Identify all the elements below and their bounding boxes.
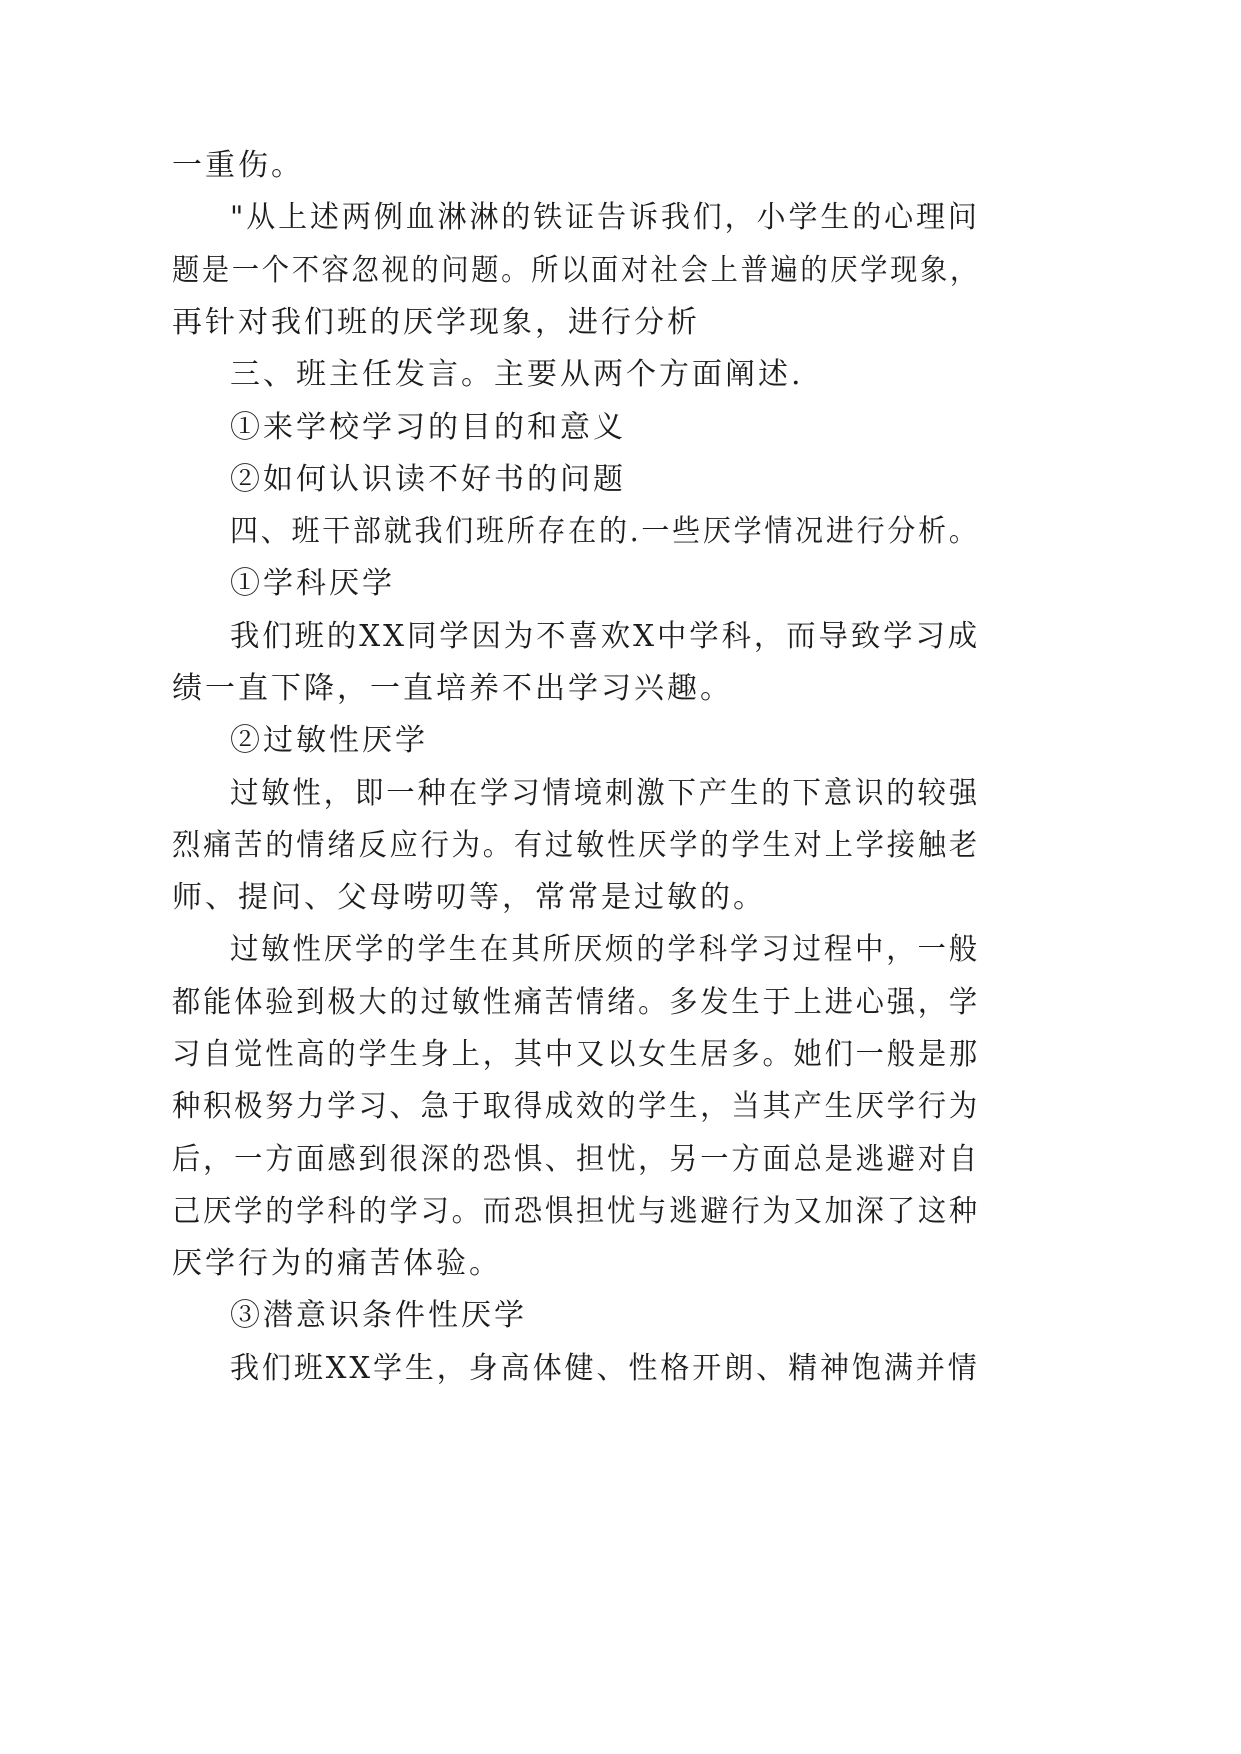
text-line-16: 过敏性厌学的学生在其所厌烦的学科学习过程中，一般	[230, 932, 981, 967]
text-line-15: 师、提问、父母唠叨等，常常是过敏的。	[172, 880, 766, 915]
text-line-14: 烈痛苦的情绪反应行为。有过敏性厌学的学生对上学接触老	[172, 828, 980, 863]
text-line-1: 一重伤。	[172, 148, 304, 183]
text-line-11: 绩一直下降，一直培养不出学习兴趣。	[172, 671, 733, 706]
text-line-4: 再针对我们班的厌学现象，进行分析	[172, 305, 700, 340]
text-line-21: 己厌学的学科的学习。而恐惧担忧与逃避行为又加深了这种	[172, 1194, 980, 1229]
text-line-12: ②过敏性厌学	[230, 723, 428, 758]
text-line-24: 我们班XX学生，身高体健、性格开朗、精神饱满并情	[230, 1351, 980, 1386]
text-line-6: ①来学校学习的目的和意义	[230, 410, 626, 445]
text-line-2: "从上述两例血淋淋的铁证告诉我们，小学生的心理问	[230, 200, 980, 235]
text-line-10: 我们班的XX同学因为不喜欢X中学科，而导致学习成	[230, 619, 981, 654]
text-line-7: ②如何认识读不好书的问题	[230, 462, 626, 497]
text-line-5: 三、班主任发言。主要从两个方面阐述.	[230, 357, 804, 392]
text-line-18: 习自觉性高的学生身上，其中又以女生居多。她们一般是那	[172, 1037, 980, 1072]
text-line-22: 厌学行为的痛苦体验。	[172, 1246, 502, 1281]
text-line-23: ③潜意识条件性厌学	[230, 1298, 527, 1333]
text-line-20: 后，一方面感到很深的恐惧、担忧，另一方面总是逃避对自	[172, 1142, 980, 1177]
text-line-13: 过敏性，即一种在学习情境刺激下产生的下意识的较强	[230, 776, 981, 811]
text-line-9: ①学科厌学	[230, 566, 395, 601]
text-line-19: 种积极努力学习、急于取得成效的学生，当其产生厌学行为	[172, 1089, 980, 1124]
text-line-17: 都能体验到极大的过敏性痛苦情绪。多发生于上进心强，学	[172, 985, 980, 1020]
text-line-8: 四、班干部就我们班所存在的.一些厌学情况进行分析。	[230, 514, 980, 549]
text-line-3: 题是一个不容忽视的问题。所以面对社会上普遍的厌学现象，	[172, 253, 980, 288]
